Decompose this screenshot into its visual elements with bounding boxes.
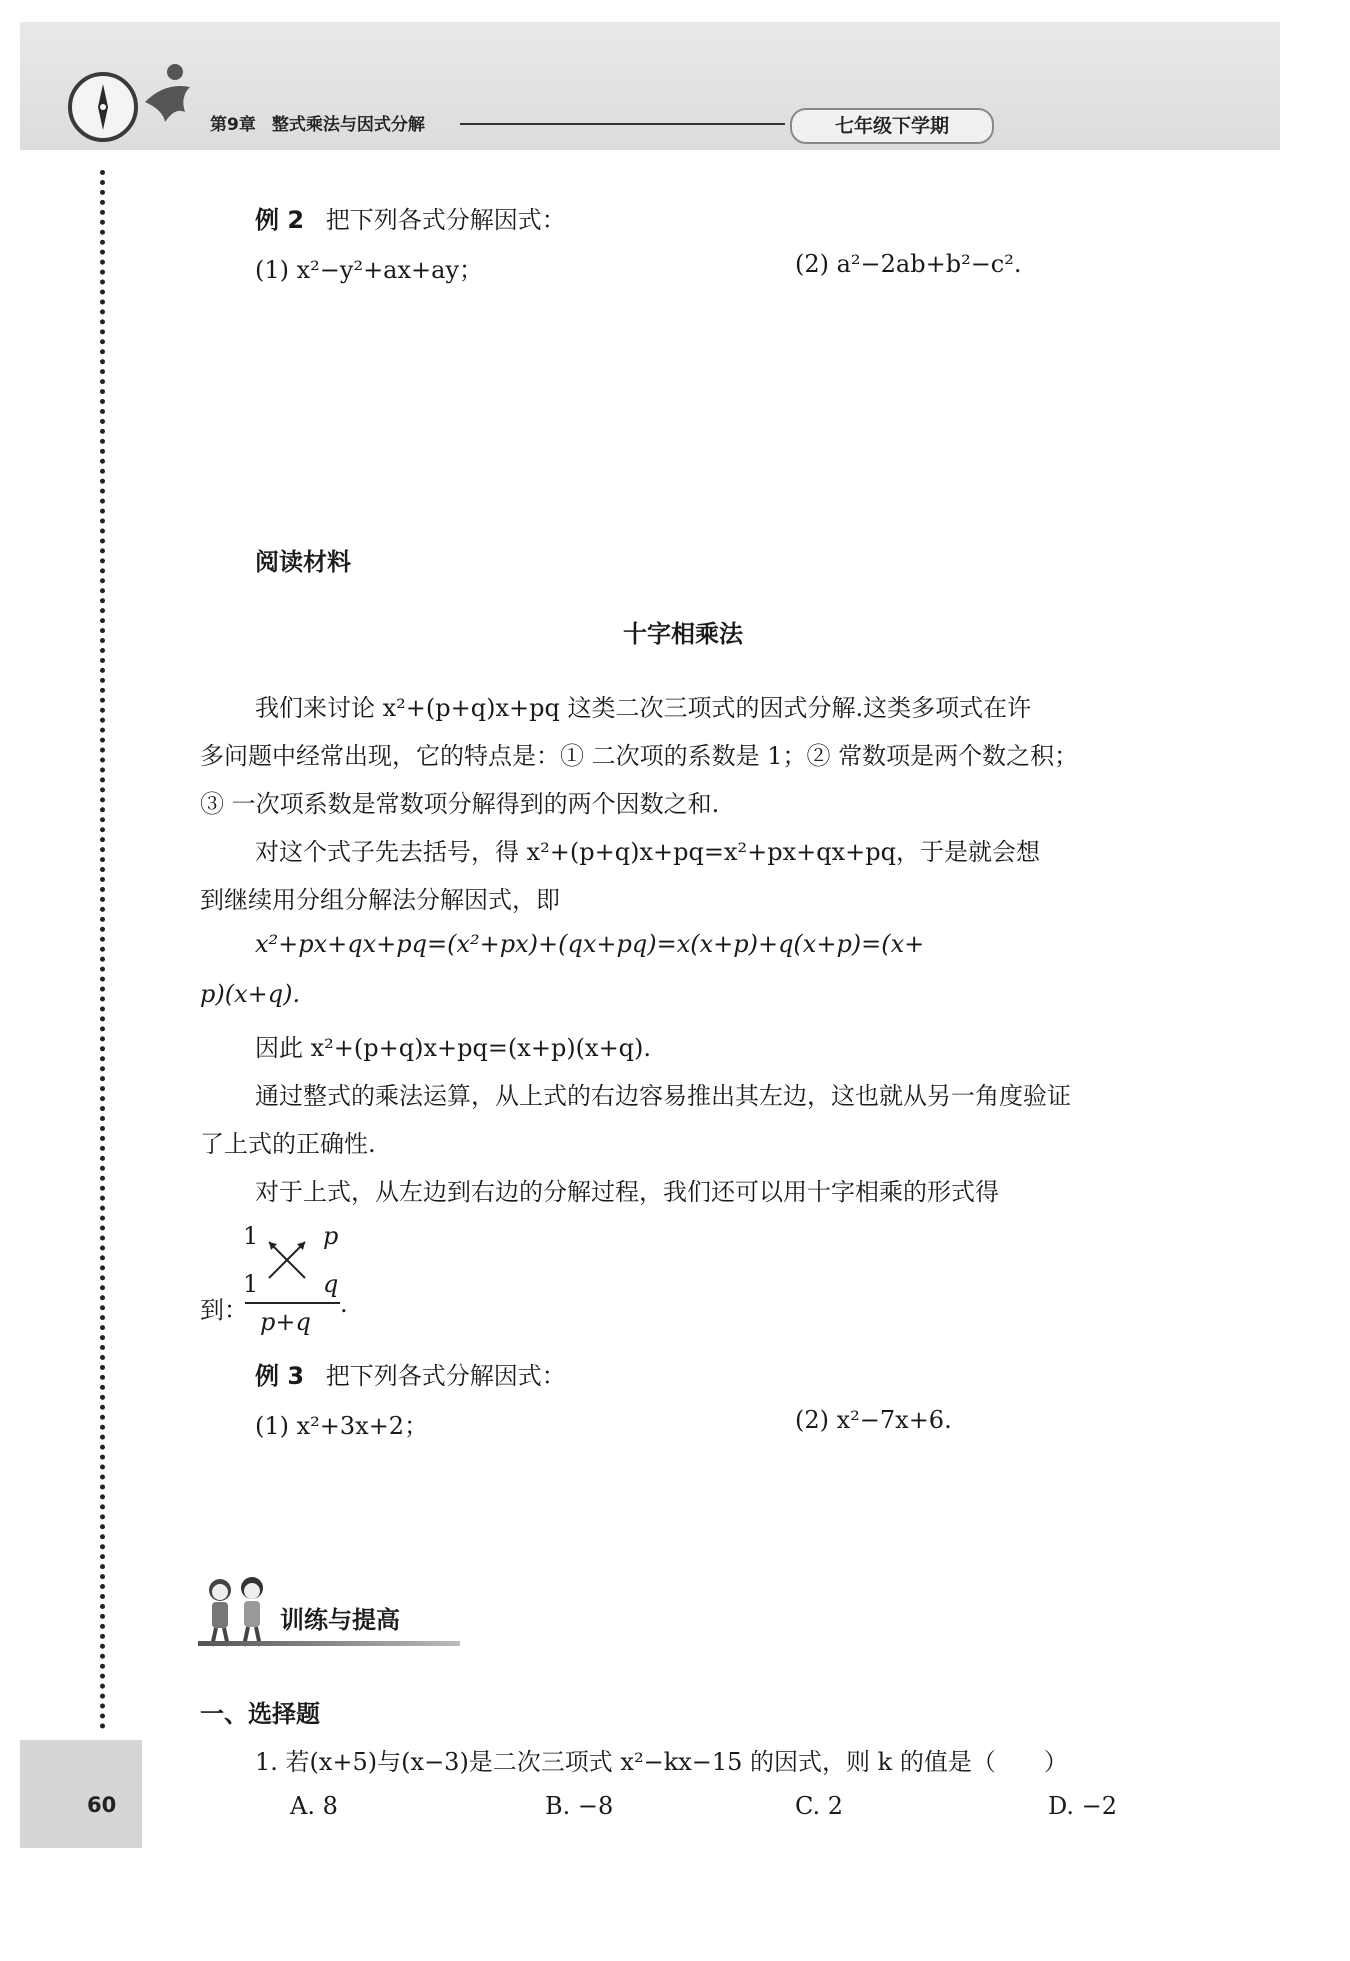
header-band bbox=[20, 22, 1280, 150]
cross-sum-line bbox=[245, 1302, 340, 1304]
page-number: 60 bbox=[87, 1793, 117, 1817]
reading-p1-line3: ③ 一次项系数是常数项分解得到的两个因数之和. bbox=[200, 790, 720, 818]
grade-badge: 七年级下学期 bbox=[790, 108, 994, 144]
example3-item1: (1) x²+3x+2； bbox=[255, 1412, 429, 1440]
reading-p2-line2: 到继续用分组分解法分解因式，即 bbox=[200, 886, 560, 914]
example3-heading bbox=[255, 1356, 566, 1391]
q1-option-b: B. −8 bbox=[545, 1792, 614, 1820]
example3-prompt: 把下列各式分解因式： bbox=[325, 1362, 566, 1390]
reading-title: 十字相乘法 bbox=[623, 620, 743, 648]
example2-item1: (1) x²−y²+ax+ay； bbox=[255, 256, 483, 284]
chapter-name: 整式乘法与因式分解 bbox=[271, 115, 425, 135]
q1-option-d: D. −2 bbox=[1048, 1792, 1118, 1820]
runner-logo-icon bbox=[135, 62, 205, 142]
cross-lead: 到： bbox=[200, 1296, 248, 1324]
question1: 1. 若(x+5)与(x−3)是二次三项式 x²−kx−15 的因式，则 k 的值是（ ） bbox=[255, 1748, 1068, 1776]
reading-p4-line2: 了上式的正确性. bbox=[200, 1130, 376, 1158]
cross-bottom-left: 1 bbox=[243, 1270, 259, 1298]
training-underline bbox=[198, 1641, 460, 1646]
cross-bottom-right: q bbox=[323, 1270, 339, 1298]
cross-top-right: p bbox=[323, 1222, 339, 1250]
reading-p1-line1: 我们来讨论 x²+(p+q)x+pq 这类二次三项式的因式分解.这类多项式在许 bbox=[255, 694, 1032, 722]
reading-p5-line1: 对于上式，从左边到右边的分解过程，我们还可以用十字相乘的形式得 bbox=[255, 1178, 999, 1206]
q1-option-c: C. 2 bbox=[795, 1792, 844, 1820]
example2-label: 例 2 bbox=[255, 206, 305, 234]
reading-p2-line1: 对这个式子先去括号，得 x²+(p+q)x+pq=x²+px+qx+pq，于是就会想 bbox=[255, 838, 1040, 866]
chapter-number: 第9章 bbox=[210, 115, 256, 135]
cross-arrows-icon bbox=[263, 1234, 313, 1284]
section1-title: 一、选择题 bbox=[200, 1700, 320, 1728]
example3-label: 例 3 bbox=[255, 1362, 305, 1390]
kids-illustration-icon bbox=[198, 1572, 278, 1652]
page-number-box bbox=[20, 1740, 142, 1848]
reading-label: 阅读材料 bbox=[255, 548, 351, 576]
example3-item2: (2) x²−7x+6. bbox=[795, 1406, 952, 1434]
reading-p1-line2: 多问题中经常出现，它的特点是：① 二次项的系数是 1；② 常数项是两个数之积； bbox=[200, 742, 1079, 770]
compass-clock-icon bbox=[68, 72, 138, 142]
cross-end: . bbox=[340, 1290, 348, 1318]
training-badge: 训练与提高 bbox=[280, 1606, 400, 1634]
q1-option-a: A. 8 bbox=[290, 1792, 338, 1820]
equation-line1: x²+px+qx+pq=(x²+px)+(qx+pq)=x(x+p)+q(x+p)=(x+ bbox=[255, 930, 925, 958]
reading-p4-line1: 通过整式的乘法运算，从上式的右边容易推出其左边，这也就从另一角度验证 bbox=[255, 1082, 1071, 1110]
reading-p3: 因此 x²+(p+q)x+pq=(x+p)(x+q). bbox=[255, 1034, 652, 1062]
example2-heading bbox=[255, 200, 566, 235]
header-divider bbox=[460, 123, 785, 125]
cross-sum: p+q bbox=[260, 1308, 311, 1336]
margin-dotted-line bbox=[100, 170, 105, 1730]
example2-item2: (2) a²−2ab+b²−c². bbox=[795, 250, 1022, 278]
cross-top-left: 1 bbox=[243, 1222, 259, 1250]
example2-prompt: 把下列各式分解因式： bbox=[325, 206, 566, 234]
equation-line2: p)(x+q). bbox=[200, 980, 301, 1008]
chapter-title bbox=[210, 110, 441, 135]
